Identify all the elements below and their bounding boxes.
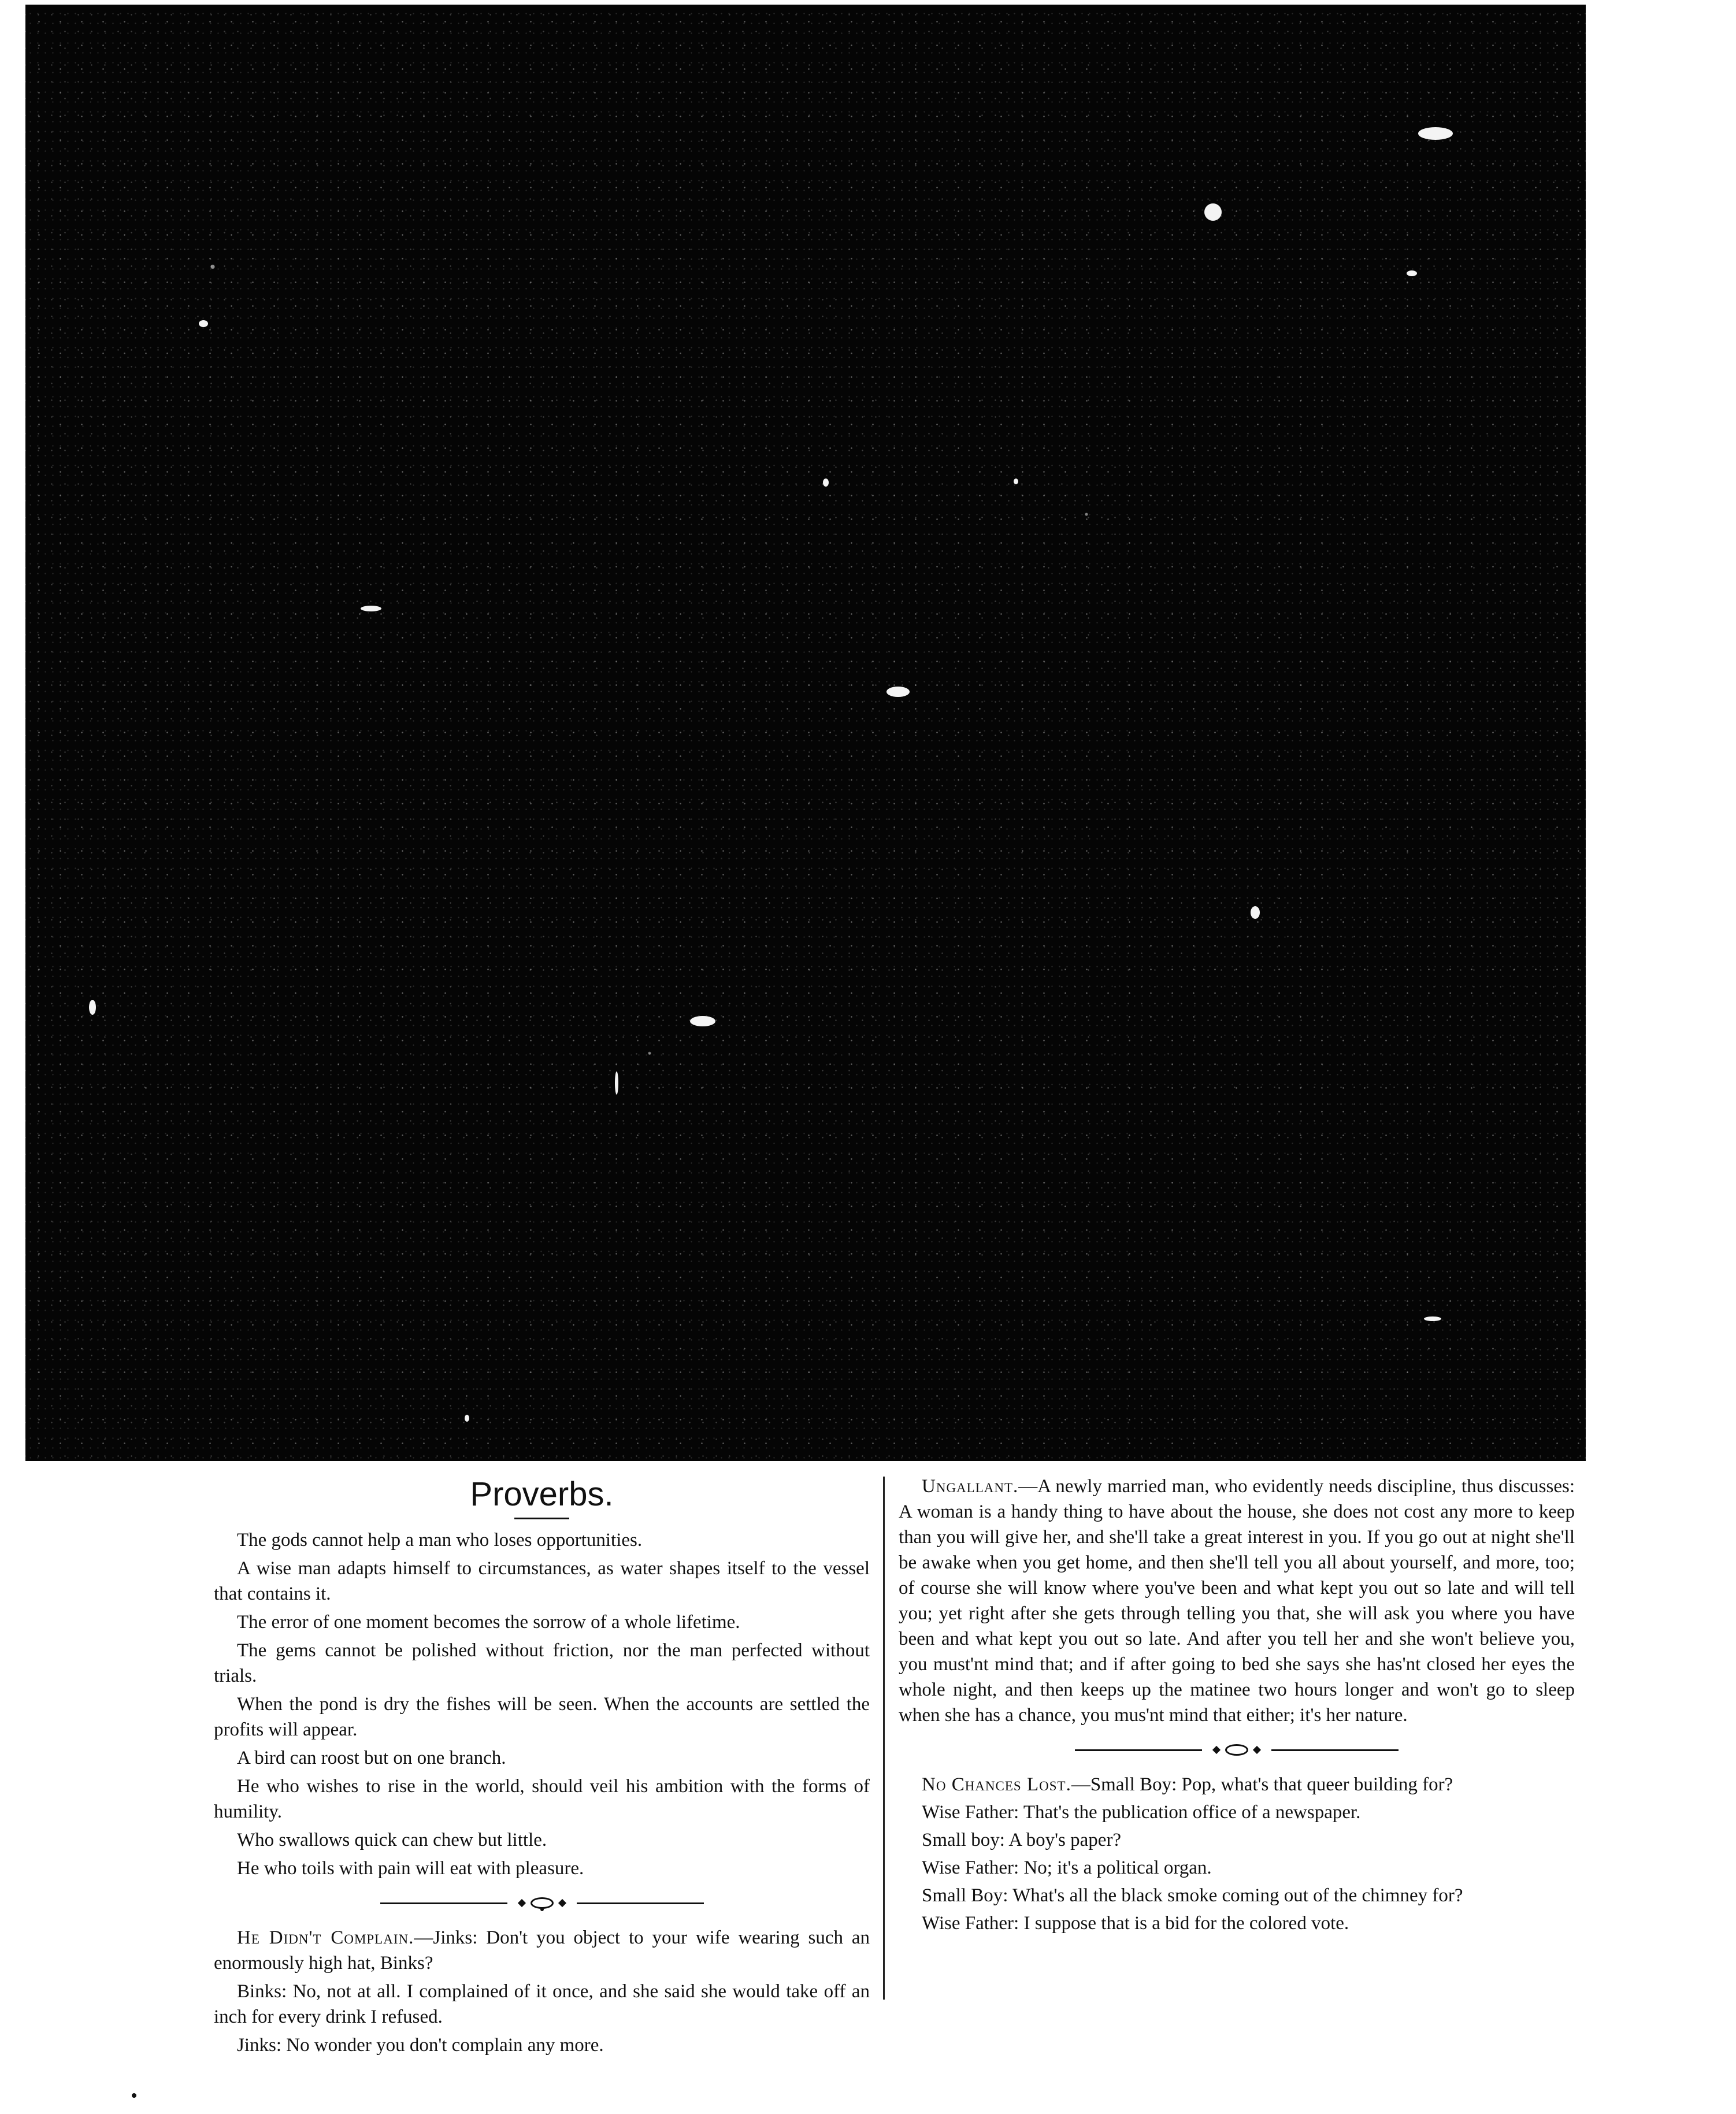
proverb: He who toils with pain will eat with pleasure. bbox=[237, 1858, 584, 1879]
complain-line: —Jinks: Don't you object to your wife wearing such an enormously high hat, Binks? bbox=[214, 1927, 870, 1974]
specks bbox=[1204, 203, 1222, 221]
proverb: Who swallows quick can chew but little. bbox=[237, 1830, 547, 1850]
chances-paragraph bbox=[899, 1772, 1575, 1797]
specks bbox=[361, 606, 381, 611]
specks bbox=[199, 320, 208, 327]
complain-paragraph bbox=[214, 1925, 870, 1976]
ornamental-divider bbox=[380, 1890, 704, 1916]
complain-heading: He Didn't Complain. bbox=[237, 1927, 414, 1948]
proverb: The error of one moment becomes the sorrow of a whole lifetime. bbox=[237, 1612, 740, 1633]
specks bbox=[1251, 906, 1260, 919]
stray-dot bbox=[132, 2093, 136, 2098]
proverb: The gods cannot help a man who loses opportunities. bbox=[237, 1530, 643, 1551]
title-rule bbox=[514, 1518, 569, 1519]
specks bbox=[89, 1000, 96, 1015]
specks bbox=[1418, 127, 1453, 140]
specks bbox=[1014, 479, 1018, 484]
proverb: A wise man adapts himself to circumstances, as water shapes itself to the vessel that contains it. bbox=[214, 1558, 870, 1604]
specks bbox=[1407, 270, 1417, 276]
specks bbox=[615, 1071, 618, 1095]
chances-line: Small Boy: What's all the black smoke coming out of the chimney for? bbox=[922, 1885, 1463, 1906]
proverb: When the pond is dry the fishes will be seen. When the accounts are settled the profits will appear. bbox=[214, 1694, 870, 1740]
proverb: The gems cannot be polished without friction, nor the man perfected without trials. bbox=[214, 1640, 870, 1686]
chances-line: Wise Father: I suppose that is a bid for the colored vote. bbox=[922, 1913, 1349, 1934]
left-column bbox=[214, 1474, 870, 2061]
chances-line: —Small Boy: Pop, what's that queer building for? bbox=[1071, 1774, 1453, 1795]
proverb: A bird can roost but on one branch. bbox=[237, 1748, 506, 1768]
specks bbox=[823, 479, 829, 487]
engraving-plate bbox=[25, 5, 1586, 1461]
chances-line: Small boy: A boy's paper? bbox=[922, 1830, 1122, 1850]
complain-line: Jinks: No wonder you don't complain any more. bbox=[237, 2035, 604, 2056]
complain-line: Binks: No, not at all. I complained of it once, and she said she would take off an inch for every drink I refused. bbox=[214, 1981, 870, 2027]
chances-line: Wise Father: That's the publication office of a newspaper. bbox=[922, 1802, 1361, 1823]
specks bbox=[886, 687, 910, 697]
chances-heading: No Chances Lost. bbox=[922, 1774, 1071, 1795]
proverb: He who wishes to rise in the world, should veil his ambition with the forms of humility. bbox=[214, 1776, 870, 1822]
specks bbox=[465, 1415, 469, 1422]
ungallant-heading: Ungallant. bbox=[922, 1476, 1019, 1497]
specks bbox=[1424, 1316, 1441, 1321]
proverbs-title: Proverbs. bbox=[470, 1475, 614, 1513]
ungallant-paragraph bbox=[899, 1474, 1575, 1728]
right-column bbox=[899, 1474, 1575, 1938]
ungallant-text: —A newly married man, who evidently needs discipline, thus discusses: A woman is a handy thing to have about the house, she does not cost any more to keep than you will give her, and she'll take a great interest in you. If you go out at night she'll be awake when you get home, and then she'll tell you all about yourself, and more, too; of course she will know where you've been and what kept you out so late and will tell you; yet right after she gets through telling you that, she will ask you where you have been and what kept you out so late. And after you tell her and she won't believe you, you must'nt mind that; and if after going to bed she says she has'nt closed her eyes the whole night, and then keeps up the matinee two hours longer and won't go to sleep when she has a chance, you mus'nt mind that either; it's her nature. bbox=[899, 1476, 1575, 1726]
ornamental-divider bbox=[1075, 1737, 1399, 1763]
chances-line: Wise Father: No; it's a political organ. bbox=[922, 1857, 1212, 1878]
column-rule bbox=[883, 1477, 885, 2000]
specks bbox=[690, 1016, 715, 1026]
